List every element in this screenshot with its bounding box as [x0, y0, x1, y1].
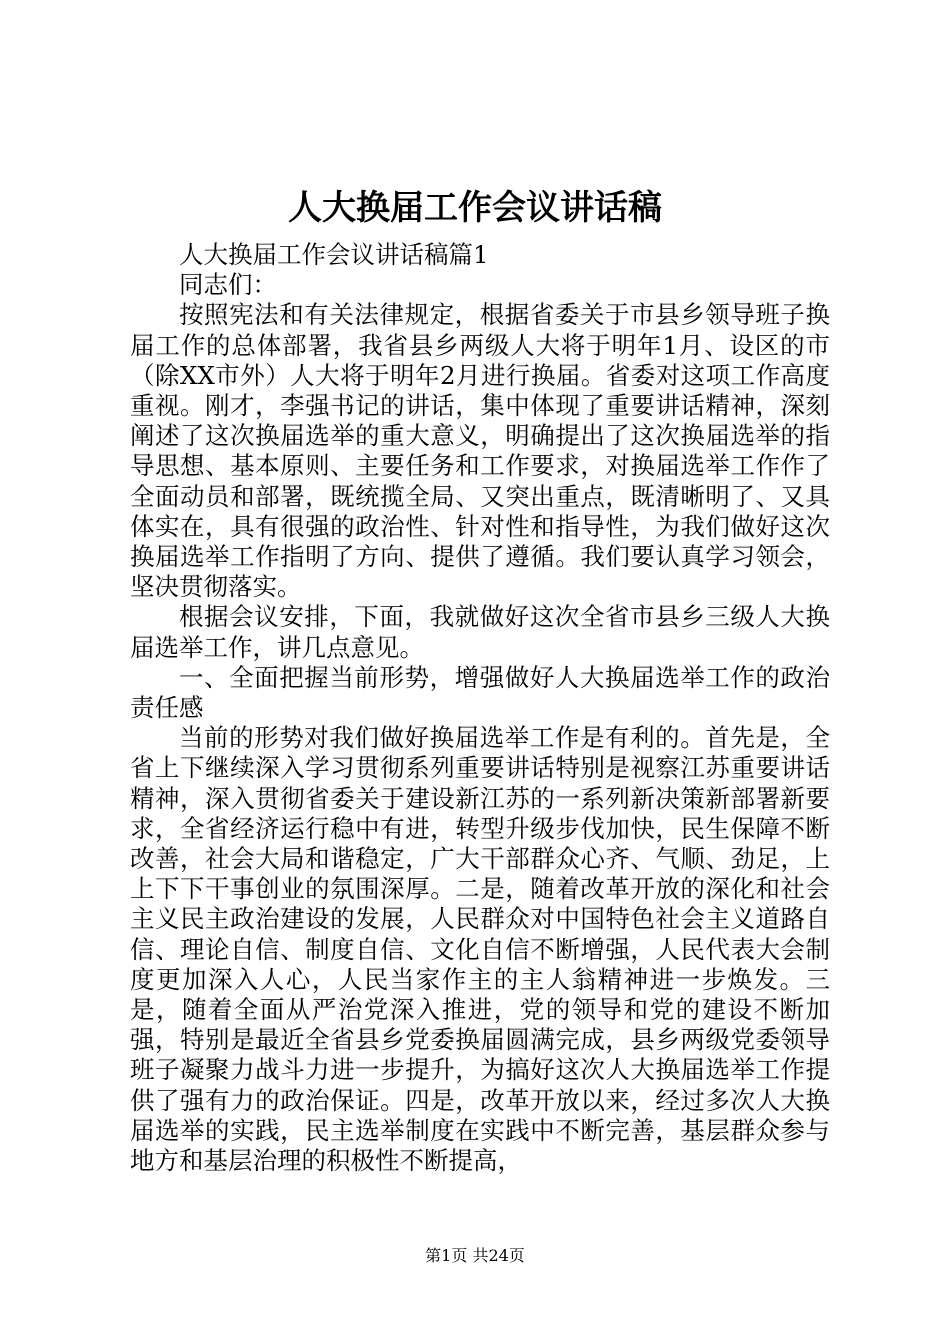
body-paragraph: 当前的形势对我们做好换届选举工作是有利的。首先是，全省上下继续深入学习贯彻系列重要讲话特别是视察江苏重要讲话精神，深入贯彻省委关于建设新江苏的一系列新决策新部署新要求，全省经济运行稳中有进，转型升级步伐加快，民生保障不断改善，社会大局和谐稳定，广大干部群众心齐、气顺、劲足，上上下下干事创业的氛围深厚。二是，随着改革开放的深化和社会主义民主政治建设的发展，人民群众对中国特色社会主义道路自信、理论自信、制度自信、文化自信不断增强，人民代表大会制度更加深入人心，人民当家作主的主人翁精神进一步焕发。三是，随着全面从严治党深入推进，党的领导和党的建设不断加强，特别是最近全省县乡党委换届圆满完成，县乡两级党委领导班子凝聚力战斗力进一步提升，为搞好这次人大换届选举工作提供了强有力的政治保证。四是，改革开放以来，经过多次人大换届选举的实践，民主选举制度在实践中不断完善，基层群众参与地方和基层治理的积极性不断提高，	[130, 723, 830, 1176]
document-body	[130, 240, 830, 1176]
body-paragraph: 按照宪法和有关法律规定，根据省委关于市县乡领导班子换届工作的总体部署，我省县乡两级人大将于明年1月、设区的市（除XX市外）人大将于明年2月进行换届。省委对这项工作高度重视。刚才，李强书记的讲话，集中体现了重要讲话精神，深刻阐述了这次换届选举的重大意义，明确提出了这次换届选举的指导思想、基本原则、主要任务和工作要求，对换届选举工作作了全面动员和部署，既统揽全局、又突出重点，既清晰明了、又具体实在，具有很强的政治性、针对性和指导性，为我们做好这次换届选举工作指明了方向、提供了遵循。我们要认真学习领会，坚决贯彻落实。	[130, 300, 830, 602]
subtitle-paragraph: 人大换届工作会议讲话稿篇1	[179, 240, 489, 269]
page-footer: 第1页 共24页	[425, 1246, 525, 1265]
document-title: 人大换届工作会议讲话稿	[288, 188, 662, 228]
salutation-paragraph: 同志们：	[179, 270, 277, 300]
body-paragraph: 根据会议安排，下面，我就做好这次全省市县乡三级人大换届选举工作，讲几点意见。	[130, 602, 830, 662]
section-heading: 一、全面把握当前形势，增强做好人大换届选举工作的政治责任感	[130, 662, 830, 723]
